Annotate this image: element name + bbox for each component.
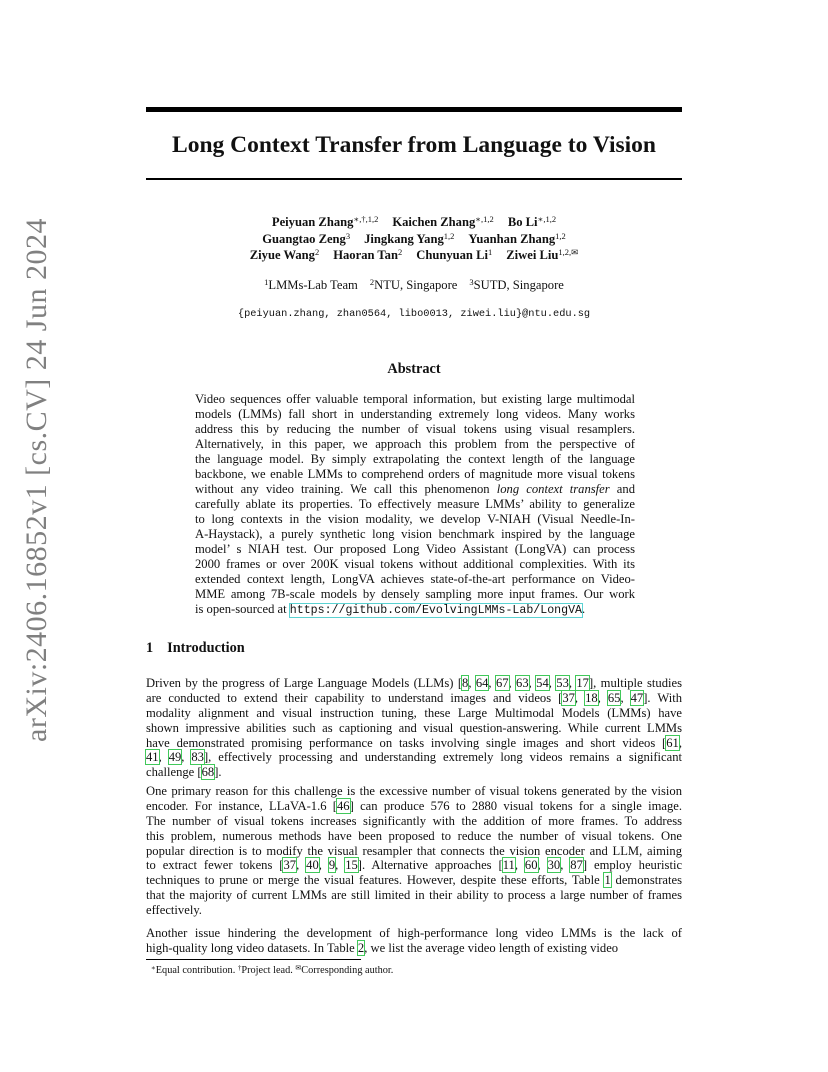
abstract-line: Video sequences offer valuable temporal information, but existing large multimodal — [195, 392, 635, 406]
author-emails: {peiyuan.zhang, zhan0564, libo0013, ziwei.liu}@ntu.edu.sg — [237, 308, 591, 320]
author-line — [146, 231, 682, 248]
abstract-emphasis: long context transfer — [496, 482, 610, 496]
author-affiliation-marker: 1,2 — [555, 230, 566, 241]
citation-link[interactable]: 53 — [556, 676, 569, 690]
paragraph-line: Driven by the progress of Large Language Models (LLMs) [8, 64, 67, 63, 54, 53, 17], multiple studies — [146, 676, 682, 690]
affiliation-marker: 1 — [264, 277, 269, 287]
arxiv-id: arXiv:2406.16852v1 [cs.CV] 24 Jun 2024 — [20, 218, 53, 742]
citation-link[interactable]: 60 — [524, 858, 538, 873]
paragraph-line: effectively. — [146, 903, 202, 918]
citation-link[interactable]: 15 — [345, 858, 358, 873]
abstract-heading: Abstract — [387, 361, 441, 377]
author-affiliation-marker: ∗,†,1,2 — [353, 214, 379, 224]
abstract-line: backbone, we enable LMMs to comprehend orders of magnitude more visual tokens — [195, 467, 635, 481]
citation-link[interactable]: 9 — [328, 858, 336, 873]
arxiv-side-stamp — [14, 200, 60, 760]
paragraph-line: this problem, numerous methods have been proposed to reduce the number of visual tokens. One — [146, 828, 682, 843]
citation-link[interactable]: 63 — [516, 676, 529, 690]
author: Yuanhan Zhang$^{1,2}$ — [468, 230, 566, 246]
abstract-line: Alternatively, in this paper, we approach this problem from the perspective of — [195, 437, 635, 451]
citation-link[interactable]: 65 — [607, 690, 621, 705]
citation-link[interactable]: 30 — [547, 858, 561, 873]
author-affiliation-marker: 1,2 — [443, 230, 455, 241]
author: Ziwei Liu$^{1,2,✉}$ — [506, 247, 579, 262]
intro-paragraph-2 — [146, 784, 682, 918]
paragraph-line: popular direction is to modify the visual resampler that connects the vision encoder and LLM, aiming — [146, 843, 682, 858]
author: Chunyuan Li$^1$ — [416, 247, 493, 262]
affiliation: $^3$SUTD, Singapore — [469, 277, 564, 292]
paper-title: Long Context Transfer from Language to Vision — [172, 132, 656, 158]
citation-link[interactable]: 40 — [306, 858, 319, 873]
abstract-line: without any video training. We call this phenomenon long context transfer and — [195, 482, 635, 496]
abstract-line: MME among 7B-scale models by densely sampling more input frames. Our work — [195, 587, 635, 601]
footnote-text: Project lead. — [241, 965, 296, 976]
paragraph-line: challenge [68]. — [146, 765, 222, 780]
author: Ziyue Wang$^2$ — [249, 247, 320, 262]
citation-link[interactable]: 17 — [576, 676, 589, 690]
author: Kaichen Zhang$^{∗,1,2}$ — [392, 214, 494, 229]
author-affiliation-marker: ∗,1,2 — [537, 214, 557, 224]
citation-link[interactable]: 67 — [495, 676, 509, 690]
author-line — [146, 247, 682, 264]
footnote-marker: ∗ — [151, 964, 156, 972]
author-affiliation-marker: 1 — [487, 247, 493, 257]
paragraph-line: have demonstrated promising performance on tasks involving single images and short videos [61, — [146, 735, 682, 750]
author: Bo $Li^{∗,1,2}$ — [507, 214, 557, 229]
paragraph-line: high-quality long video datasets. In Table 2, we list the average video length of existing video — [146, 940, 619, 955]
citation-link[interactable]: 2 — [357, 940, 365, 955]
repository-link[interactable]: https://github.com/EvolvingLMMs-Lab/LongVA — [289, 604, 582, 617]
author: Peiyuan Zhang$^{∗,\dagger,1,2}$ — [271, 214, 379, 229]
citation-link[interactable]: 18 — [585, 690, 598, 705]
abstract-line: carefully ablate its properties. To effectively measure LMMs’ ability to generalize — [195, 497, 635, 511]
abstract-body — [195, 392, 635, 617]
abstract-line: model’ s NIAH test. Our proposed Long Video Assistant (LongVA) can process — [195, 542, 635, 556]
paragraph-line: to extract fewer tokens [37, 40, 9, 15]. Alternative approaches [11, 60, 30, 87] employ heuristic — [146, 858, 683, 873]
paragraph-line: techniques to prune or merge the visual features. However, despite these efforts, Table 1 demonstrates — [146, 873, 682, 888]
intro-paragraph-3 — [146, 926, 682, 956]
abstract-line: is open-sourced at https://github.com/EvolvingLMMs-Lab/LongVA. — [195, 602, 586, 617]
citation-link[interactable]: 83 — [191, 750, 204, 765]
abstract-line: extended context length, LongVA achieves state-of-the-art performance on Video- — [195, 572, 635, 586]
affiliation: $^2$NTU, Singapore — [369, 277, 458, 292]
footnote — [151, 965, 393, 976]
citation-link[interactable]: 64 — [475, 676, 489, 690]
citation-link[interactable]: 37 — [562, 690, 575, 705]
affiliation: $^1$LMMs-Lab Team — [264, 277, 358, 292]
citation-link[interactable]: 46 — [337, 798, 350, 813]
footnote-rule — [146, 959, 361, 960]
footnote-text: Corresponding author. — [301, 965, 394, 976]
author-affiliation-marker: 2 — [314, 247, 320, 257]
author-list — [146, 214, 682, 264]
author-affiliation-marker: ∗,1,2 — [475, 214, 494, 224]
citation-link[interactable]: 11 — [502, 858, 515, 873]
paragraph-line: encoder. For instance, LLaVA-1.6 [46] can produce 576 to 2880 visual tokens for a single image. — [146, 798, 682, 813]
abstract-line: models (LMMs) fall short in understanding extremely long videos. Many works — [195, 407, 635, 421]
citation-link[interactable]: 1 — [604, 873, 611, 888]
paragraph-line: Another issue hindering the development of high-performance long video LMMs is the lack of — [146, 926, 682, 940]
title-rule-bottom — [146, 178, 682, 180]
abstract-line: 2000 frames or over 200K visual tokens without additional complexities. With its — [195, 557, 635, 571]
paragraph-line: 41, 49, 83], effectively processing and understanding extremely long videos remains a significant — [146, 750, 682, 765]
citation-link[interactable]: 47 — [630, 690, 644, 705]
paragraph-line: The number of visual tokens increases significantly with the addition of more frames. To address — [146, 813, 682, 828]
affiliations — [146, 277, 682, 293]
affiliation-marker: 3 — [469, 277, 474, 287]
citation-link[interactable]: 87 — [570, 858, 583, 873]
section-title: Introduction — [167, 640, 245, 656]
citation-link[interactable]: 37 — [283, 858, 297, 873]
citation-link[interactable]: 41 — [146, 750, 159, 765]
section-number: 1 — [146, 640, 154, 656]
section-heading-introduction — [146, 640, 245, 657]
paragraph-line: modality alignment and visual instruction tuning, these Large Multimodal Models (LMMs) have — [146, 705, 682, 720]
author-affiliation-marker: 3 — [345, 230, 351, 241]
paragraph-line: shown impressive abilities such as captioning and visual question-answering. While current LMMs — [146, 720, 682, 735]
author-affiliation-marker: 2 — [397, 247, 403, 257]
affiliation-marker: 2 — [369, 277, 375, 287]
abstract-line: A-Haystack), a purely synthetic long vision benchmark inspired by the language — [195, 527, 635, 541]
citation-link[interactable]: 8 — [462, 676, 469, 690]
abstract-line: to long contexts in the vision modality, we develop V-NIAH (Visual Needle-In- — [195, 512, 635, 526]
author: Guangtao Zeng$^3$ — [262, 230, 351, 246]
author-affiliation-marker: 1,2,✉ — [558, 247, 579, 257]
abstract-line: address this by reducing the number of visual tokens using visual resamplers. — [195, 422, 635, 436]
title-rule-top — [146, 107, 682, 112]
citation-link[interactable]: 49 — [168, 750, 182, 765]
intro-paragraph-1 — [146, 676, 682, 780]
citation-link[interactable]: 68 — [201, 765, 215, 780]
paragraph-line: are conducted to extend their capability to understand images and videos [37, 18, 65, 47]. With — [146, 690, 683, 705]
citation-link[interactable]: 61 — [666, 735, 679, 750]
author-line — [146, 214, 682, 231]
footnote-marker: ✉ — [295, 964, 302, 972]
abstract-line: the language model. By simply extrapolating the context length of the language — [195, 452, 635, 466]
author: Jingkang Yang$^{1,2}$ — [364, 230, 455, 246]
paragraph-line: that the majority of current LMMs are still limited in their ability to process a large number of frames — [146, 888, 682, 903]
paragraph-line: One primary reason for this challenge is the excessive number of visual tokens generated by the vision — [146, 784, 682, 798]
citation-link[interactable]: 54 — [536, 676, 549, 690]
footnote-marker: † — [237, 964, 242, 972]
footnote-text: Equal contribution. — [155, 965, 238, 976]
author: Haoran Tan$^2$ — [333, 247, 403, 262]
